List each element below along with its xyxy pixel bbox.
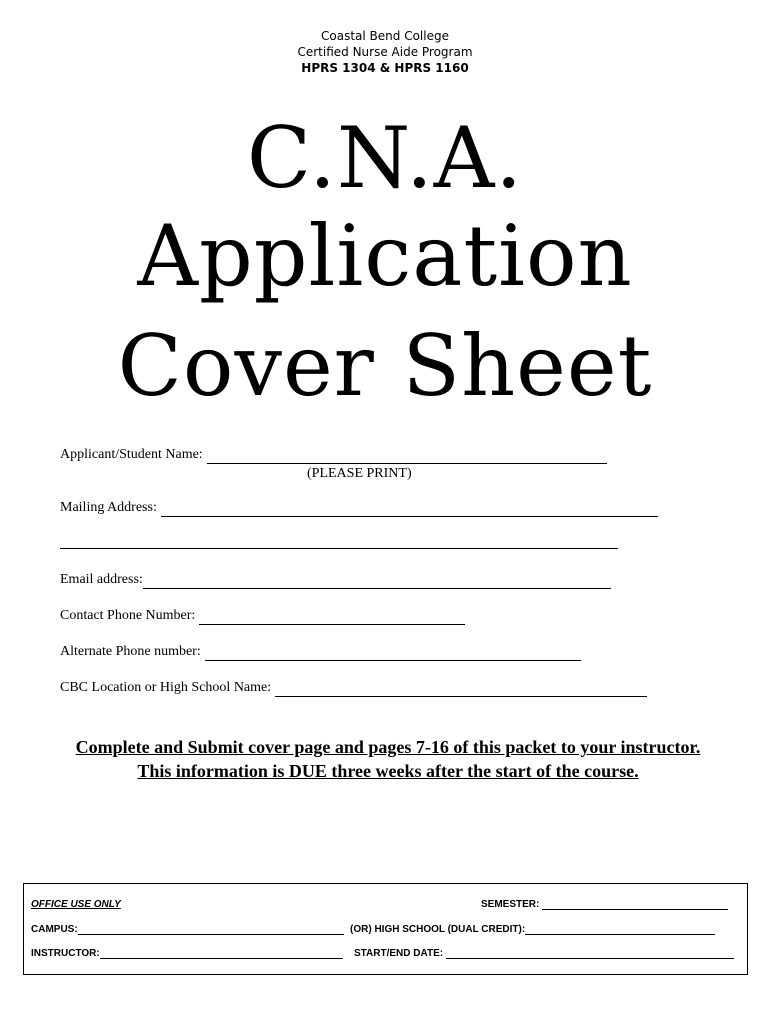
contact-phone-line[interactable] <box>199 612 465 625</box>
instructor-field[interactable] <box>31 948 343 959</box>
semester-line[interactable] <box>542 900 728 910</box>
instructor-label: INSTRUCTOR: <box>31 948 100 959</box>
office-use-title: OFFICE USE ONLY <box>31 899 121 910</box>
program-name: Certified Nurse Aide Program <box>297 45 473 59</box>
email-label: Email address: <box>60 572 143 587</box>
location-label: CBC Location or High School Name: <box>60 680 272 695</box>
email-line[interactable] <box>143 576 611 589</box>
campus-label: CAMPUS: <box>31 924 78 935</box>
start-end-date-field[interactable] <box>354 948 734 959</box>
email-field[interactable] <box>60 571 611 589</box>
mailing-address-line[interactable] <box>161 504 658 517</box>
instructor-line[interactable] <box>100 949 343 959</box>
title-line-3: Cover Sheet <box>117 317 653 415</box>
applicant-name-line[interactable] <box>207 451 607 464</box>
campus-field[interactable] <box>31 924 344 935</box>
college-name: Coastal Bend College <box>321 29 449 43</box>
mailing-address-label: Mailing Address: <box>60 500 157 515</box>
submission-notice: Complete and Submit cover page and pages 7-16 of this packet to your instructor. This information is DUE three weeks after the start of the course. <box>75 737 701 781</box>
high-school-field[interactable] <box>350 924 715 935</box>
start-end-date-line[interactable] <box>446 949 734 959</box>
contact-phone-label: Contact Phone Number: <box>60 608 196 623</box>
alternate-phone-line[interactable] <box>205 648 581 661</box>
document-header <box>0 28 770 76</box>
high-school-label: (OR) HIGH SCHOOL (DUAL CREDIT): <box>350 924 526 935</box>
contact-phone-field[interactable] <box>60 607 465 625</box>
mailing-address-line-2[interactable] <box>60 548 618 549</box>
campus-line[interactable] <box>78 925 344 935</box>
start-end-date-label: START/END DATE: <box>354 948 444 959</box>
office-use-box <box>23 883 748 975</box>
title-line-1: C.N.A. <box>246 109 524 207</box>
semester-label: SEMESTER: <box>481 899 540 910</box>
applicant-name-field[interactable] <box>60 446 607 464</box>
applicant-name-label: Applicant/Student Name: <box>60 447 203 462</box>
high-school-line[interactable] <box>525 925 715 935</box>
location-field[interactable] <box>60 679 647 697</box>
course-codes: HPRS 1304 & HPRS 1160 <box>301 61 469 75</box>
alternate-phone-field[interactable] <box>60 643 581 661</box>
semester-field[interactable] <box>481 899 728 910</box>
location-line[interactable] <box>275 684 647 697</box>
mailing-address-field[interactable] <box>60 499 658 517</box>
please-print-note: (PLEASE PRINT) <box>307 466 412 481</box>
title-line-2: Application <box>137 207 633 305</box>
alternate-phone-label: Alternate Phone number: <box>60 644 201 659</box>
